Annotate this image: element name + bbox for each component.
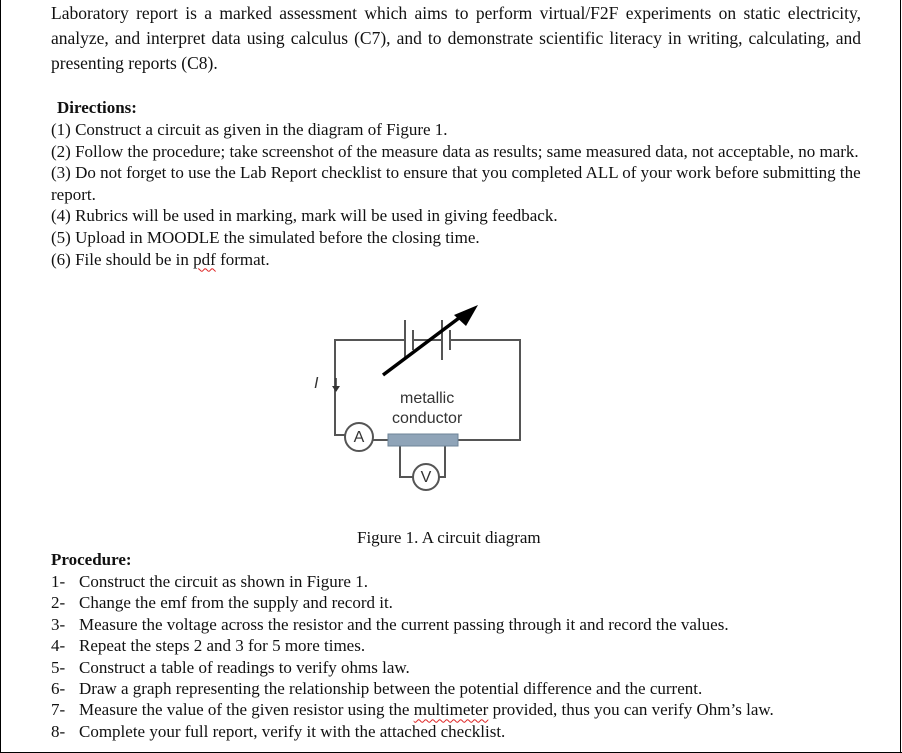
page-border-left	[0, 0, 1, 753]
item-text: (6) File should be in	[51, 249, 194, 269]
directions-item: (3) Do not forget to use the Lab Report checklist to ensure that you completed ALL of your work before submitting the report.	[51, 163, 861, 204]
voltmeter-label: V	[420, 469, 432, 486]
resistor-metallic-conductor	[388, 434, 458, 446]
directions-heading: Directions:	[57, 98, 137, 117]
procedure-item-text: provided, thus you can verify Ohm’s law.	[488, 700, 774, 720]
procedure-item-number: 2-	[51, 593, 66, 613]
directions-item: (4) Rubrics will be used in marking, mark will be used in giving feedback.	[51, 206, 558, 226]
procedure-item-number: 6-	[51, 679, 66, 699]
procedure-item-text: Construct the circuit as shown in Figure 1.	[79, 572, 368, 591]
directions-list	[51, 119, 876, 270]
ammeter-label: A	[353, 429, 365, 446]
spellcheck-word-multimeter: multimeter	[413, 700, 489, 720]
procedure-list	[51, 571, 881, 742]
procedure-item-number: 3-	[51, 614, 66, 634]
procedure-item-text: Measure the value of the given resistor using the	[79, 700, 414, 720]
figure-caption: Figure 1. A circuit diagram	[357, 528, 541, 547]
current-label: I	[314, 375, 319, 392]
conductor-label-line1: metallic	[400, 390, 455, 407]
procedure-heading: Procedure:	[51, 550, 132, 569]
intro-paragraph: Laboratory report is a marked assessment which aims to perform virtual/F2F experiments on static electricity, analyze, and interpret data using calculus (C7), and to demonstrate scientific literacy in writing, calculating, and presenting reports (C8).	[51, 3, 861, 73]
procedure-item	[51, 721, 881, 742]
procedure-item-text: Repeat the steps 2 and 3 for 5 more times.	[79, 636, 366, 656]
procedure-item	[51, 699, 881, 720]
procedure-item	[51, 571, 881, 592]
circuit-diagram	[300, 295, 540, 505]
procedure-item-number: 7-	[51, 700, 66, 720]
procedure-item-number: 5-	[51, 657, 66, 677]
page-border-right	[900, 0, 901, 753]
procedure-item	[51, 592, 881, 613]
arrow-head	[454, 305, 478, 326]
procedure-item-text: Change the emf from the supply and record it.	[79, 593, 393, 613]
procedure-item	[51, 635, 881, 656]
procedure-item-text: Complete your full report, verify it with the attached checklist.	[79, 721, 506, 741]
directions-item: (5) Upload in MOODLE the simulated before the closing time.	[51, 227, 480, 247]
procedure-item	[51, 614, 881, 635]
procedure-item-text: Construct a table of readings to verify ohms law.	[79, 657, 410, 677]
procedure-item-text: Measure the voltage across the resistor and the current passing through it and record the values.	[79, 614, 729, 634]
directions-item: (2) Follow the procedure; take screenshot of the measure data as results; same measured data, not acceptable, no mark.	[51, 141, 859, 161]
spellcheck-word-pdf: pdf	[193, 249, 216, 269]
procedure-item-number: 4-	[51, 636, 66, 656]
circuit-wires	[335, 340, 520, 477]
directions-item	[51, 249, 876, 271]
circuit-svg	[300, 295, 540, 505]
procedure-item	[51, 657, 881, 678]
procedure-item-text: Draw a graph representing the relationship between the potential difference and the current.	[79, 679, 703, 699]
procedure-item	[51, 678, 881, 699]
current-arrow-head	[332, 386, 340, 392]
procedure-item-number: 1-	[51, 572, 66, 591]
item-text: format.	[215, 249, 270, 269]
procedure-item-number: 8-	[51, 721, 66, 741]
conductor-label-line2: conductor	[392, 410, 463, 427]
directions-item: (1) Construct a circuit as given in the diagram of Figure 1.	[51, 120, 448, 139]
